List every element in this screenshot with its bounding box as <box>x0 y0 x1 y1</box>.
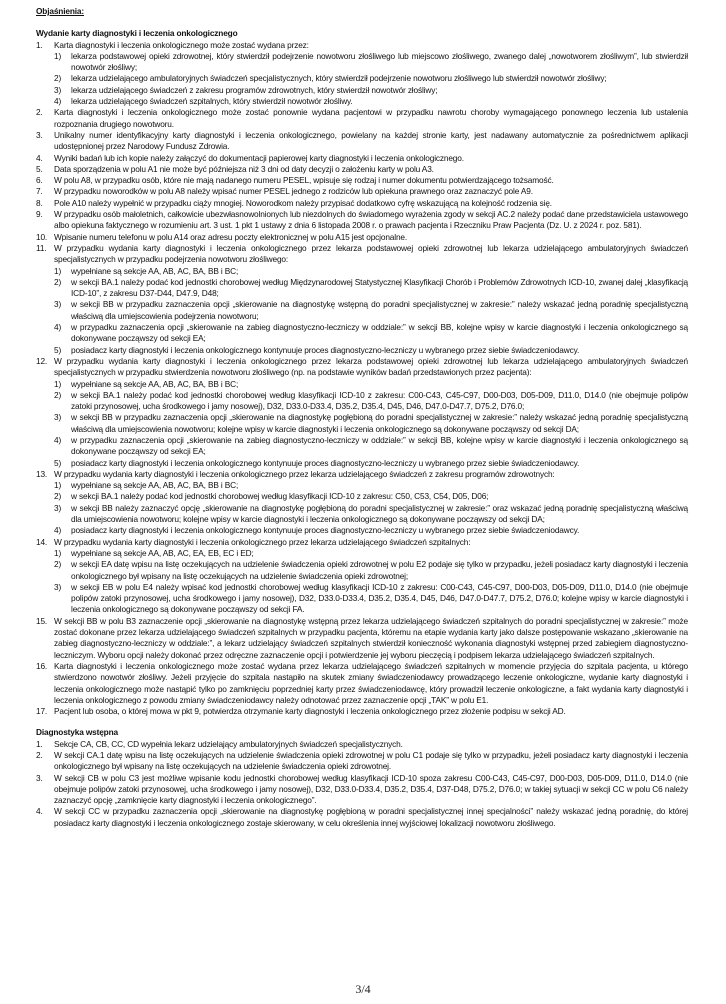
sub-list-item <box>54 559 688 582</box>
list-item <box>36 739 688 750</box>
list-item-text: W przypadku wydania karty diagnostyki i leczenia onkologicznego przez lekarza udzielającego świadczeń z zakresu programów zdrowotnych: <box>54 468 555 479</box>
sub-list-item-number: 4) <box>54 322 62 333</box>
sub-list-item <box>54 435 688 458</box>
sub-list-item-number: 3) <box>54 299 62 310</box>
sub-list-item-text: wypełniane są sekcje AA, AB, AC, EA, EB, EC i ED; <box>71 547 254 558</box>
list-item <box>36 209 688 232</box>
sub-list-item-number: 5) <box>54 344 62 355</box>
sub-list-item-text: w sekcji BB należy zaznaczyć opcję „skierowanie na diagnostykę pogłębioną do poradni specjalistycznej w zakresie:” oraz wskazać jedną poradnię specjalistyczną właściwą dla umiejscowienia nowotworu; kolejne wpisy w karcie diagnostyki i leczenia onkologicznego są dokonywane począwszy od sekcji DA; <box>71 502 688 525</box>
list-item-text: Data sporządzenia w polu A1 nie może być późniejsza niż 3 dni od daty decyzji o założeniu karty w polu A3. <box>54 163 434 174</box>
sub-list-item <box>54 390 688 413</box>
sub-list-item-text: wypełniane są sekcje AA, AB, AC, BA, BB i BC; <box>71 480 239 491</box>
sub-list-item-number: 3) <box>54 502 62 513</box>
list-item-number: 1. <box>36 738 43 749</box>
sub-list-item <box>54 412 688 435</box>
list-item-text: W sekcji CC w przypadku zaznaczenia opcji „skierowanie na diagnostykę pogłębioną w poradni specjalistycznej innej specjalności” należy wskazać jedną poradnię, do której posiadacz karty diagnostyki i leczenia onkologicznego zostaje skierowany, w celu określenia innej wyjściowej lokalizacji nowotworu złośliwego. <box>54 806 688 828</box>
sub-list-item <box>54 277 688 300</box>
list-item <box>36 806 688 829</box>
sub-list-item <box>54 458 688 469</box>
list-item-number: 3. <box>36 129 43 140</box>
sub-list-item-number: 4) <box>54 434 62 445</box>
sub-list-item <box>54 322 688 345</box>
list-item-text: W przypadku osób małoletnich, całkowicie ubezwłasnowolnionych lub niezdolnych do świadomego wyrażenia zgody w sekcji AC.2 należy podać dane przedstawiciela ustawowego albo opiekuna faktycznego w rozumieniu art. 3 ust. 1 pkt 1 ustawy z dnia 6 listopada 2008 r. o prawach pacjenta i Rzeczniku Praw Pacjenta (Dz. U. z 2024 r. poz. 581). <box>54 209 688 231</box>
sub-list-item-number: 2) <box>54 491 62 502</box>
list-item-number: 16. <box>36 660 48 671</box>
list-item <box>36 153 688 164</box>
list-item-text: Pole A10 należy wypełnić w przypadku ciąży mnogiej. Noworodkom należy przypisać dodatkowo cyfrę wskazującą na kolejność rodzenia się. <box>54 197 552 208</box>
sub-list-item <box>54 73 688 84</box>
sub-list <box>54 51 688 107</box>
page-number: 3/4 <box>355 982 371 996</box>
sub-list-item-text: wypełniane są sekcje AA, AB, AC, BA, BB i BC; <box>71 265 239 276</box>
sub-list-item <box>54 299 688 322</box>
page-title: Objaśnienia: <box>36 6 84 16</box>
list-item-number: 8. <box>36 197 43 208</box>
list-item <box>36 661 688 706</box>
list-item-text: Sekcje CA, CB, CC, CD wypełnia lekarz udzielający ambulatoryjnych świadczeń specjalistycznych. <box>54 738 403 749</box>
sub-list-item-number: 1) <box>54 378 62 389</box>
list-item-number: 14. <box>36 536 48 547</box>
list-item-number: 4. <box>36 806 43 817</box>
sub-list <box>54 548 688 616</box>
list-item-text: Pacjent lub osoba, o której mowa w pkt 9, potwierdza otrzymanie karty diagnostyki i leczenia onkologicznego przez złożenie podpisu w sekcji AD. <box>54 706 566 717</box>
sub-list <box>54 266 688 356</box>
list-item-text: Karta diagnostyki i leczenia onkologicznego może zostać ponownie wydana pacjentowi w przypadku nawrotu choroby wymagającego ponownego leczenia lub ustalenia rozpoznania drugiego nowotworu. <box>54 107 688 129</box>
sub-list-item-text: w sekcji BA.1 należy podać kod jednostki chorobowej według klasyfikacji ICD-10 z zakresu: C00-C43, C45-C97, D00-D03, D05-D09, D11.0, D14.0 (nie obejmuje polipów zatoki przynosowej, ucha środkowego i jamy nosowej), D32, D33.0-D33.4, D35.2, D35.4, D45, D46, D47.0-D47.7, D75.2, D76.0; <box>71 389 688 412</box>
sub-list-item-number: 4) <box>54 96 62 107</box>
section-heading: Wydanie karty diagnostyki i leczenia onkologicznego <box>36 28 238 39</box>
list-item-number: 4. <box>36 152 43 163</box>
sub-list-item <box>54 582 688 616</box>
list-item-text: Karta diagnostyki i leczenia onkologicznego może zostać wydana przez lekarza udzielającego świadczeń szpitalnych w momencie przyjęcia do szpitala pacjenta, u którego stwierdzono nowotwór złośliwy. Jeżeli przyjęcie do szpitala nastąpiło na skutek zmiany świadczeniodawcy prowadzącego leczenie onkologiczne, wydanie karty diagnostyki i leczenia onkologicznego może nastąpić tylko po zamknięciu poprzedniej karty przez świadczeniodawcę, który prowadził leczenie onkologiczne, a fakt wydania karty diagnostyki i leczenia onkologicznego z powodu zmiany świadczeniodawcy należy odnotować przez zaznaczenie opcji „TAK” w polu E1. <box>54 660 688 705</box>
sub-list-item-text: w sekcji BB w przypadku zaznaczenia opcji „skierowanie na diagnostykę wstępną do poradni specjalistycznej w zakresie:” należy wskazać jedną poradnię specjalistyczną właściwą dla umiejscowienia podejrzenia nowotworu; <box>71 299 688 321</box>
list-item-number: 2. <box>36 107 43 118</box>
list-item-number: 6. <box>36 175 43 186</box>
sub-list-item-text: posiadacz karty diagnostyki i leczenia onkologicznego kontynuuje proces diagnostyczno-leczniczy u wybranego przez siebie świadczeniodawcy. <box>71 457 580 468</box>
sub-list-item-text: lekarza udzielającego świadczeń z zakresu programów zdrowotnych, który stwierdził nowotwór złośliwy; <box>71 84 438 95</box>
document-page <box>36 6 688 829</box>
list-item <box>36 107 688 130</box>
sub-list-item-text: w przypadku zaznaczenia opcji „skierowanie na zabieg diagnostyczno-leczniczy w oddziale:” w sekcji BB, kolejne wpisy w karcie diagnostyki i leczenia onkologicznego są dokonywane począwszy od sekcji EA; <box>71 322 688 344</box>
list-item-number: 15. <box>36 615 48 626</box>
sub-list-item <box>54 345 688 356</box>
sub-list-item-number: 1) <box>54 547 62 558</box>
sub-list-item <box>54 491 688 502</box>
list-item <box>36 175 688 186</box>
list-item-number: 12. <box>36 355 48 366</box>
list-item <box>36 186 688 197</box>
sub-list-item-text: w przypadku zaznaczenia opcji „skierowanie na zabieg diagnostyczno-leczniczy w oddziale:” w sekcji BB, kolejne wpisy w karcie diagnostyki i leczenia onkologicznego są dokonywane począwszy od sekcji EA; <box>71 434 688 457</box>
list-item-text: W sekcji CB w polu C3 jest możliwe wpisanie kodu jednostki chorobowej według klasyfikacji ICD-10 spoza zakresu C00-C43, C45-C97, D00-D03, D05-D09, D11.0, D14.0 (nie obejmuje polipów zatoki przynosowej, ucha środkowego i jamy nosowej), D32, D33.0-D33.4, D35.2, D35.4, D37-D48, D75.2, D76.0; w takiej sytuacji w sekcji CC w polu C6 należy zaznaczyć opcję „zamknięcie karty diagnostyki i leczenia onkologicznego”. <box>54 772 688 806</box>
numbered-list <box>36 40 688 718</box>
sub-list-item-text: posiadacz karty diagnostyki i leczenia onkologicznego kontynuuje proces diagnostyczno-leczniczy u wybranego przez siebie świadczeniodawcy. <box>71 525 580 536</box>
sub-list-item <box>54 548 688 559</box>
list-item <box>36 616 688 661</box>
list-item-number: 11. <box>36 242 47 253</box>
sub-list-item-text: w sekcji EB w polu E4 należy wpisać kod jednostki chorobowej według klasyfikacji ICD-10 z zakresu: C00-C43, C45-C97, D00-D03, D05-D09, D11.0, D14.0 (nie obejmuje polipów zatoki przynosowej, ucha środkowego i jamy nosowej), D32, D33.0-D33.4, D35.2, D35.4, D45, D46, D47.0-D47.7, D75.2, D76.0; kolejne wpisy w karcie diagnostyki i leczenia onkologicznego są dokonywane począwszy od sekcji FA. <box>71 581 688 615</box>
numbered-list <box>36 739 688 829</box>
sections-container <box>36 28 688 829</box>
sub-list-item-text: wypełniane są sekcje AA, AB, AC, BA, BB i BC; <box>71 378 239 389</box>
list-item <box>36 773 688 807</box>
list-item-number: 13. <box>36 468 48 479</box>
sub-list-item-number: 2) <box>54 73 62 84</box>
sub-list-item-number: 1) <box>54 265 62 276</box>
list-item <box>36 164 688 175</box>
list-item <box>36 469 688 537</box>
sub-list <box>54 379 688 469</box>
sub-list-item-number: 5) <box>54 457 62 468</box>
list-item-number: 17. <box>36 706 48 717</box>
list-item-text: W przypadku wydania karty diagnostyki i leczenia onkologicznego przez lekarza podstawowej opieki zdrowotnej lub lekarza udzielającego ambulatoryjnych świadczeń specjalistycznych w przypadku stwierdzenia nowotworu złośliwego (np. na podstawie wyników badań przedstawionych przez pacjenta): <box>54 355 688 378</box>
list-item-text: Karta diagnostyki i leczenia onkologicznego może zostać wydana przez: <box>54 39 309 50</box>
sub-list-item <box>54 85 688 96</box>
sub-list-item-text: lekarza podstawowej opieki zdrowotnej, który stwierdził podejrzenie nowotworu złośliwego lub miejscowo złośliwego, zwanego dalej „nowotworem złośliwym”, lub stwierdził nowotwór złośliwy; <box>71 50 688 73</box>
sub-list-item-text: lekarza udzielającego ambulatoryjnych świadczeń specjalistycznych, który stwierdził podejrzenie nowotworu złośliwego lub stwierdził nowotwór złośliwy; <box>71 73 607 84</box>
list-item-text: W sekcji BB w polu B3 zaznaczenie opcji „skierowanie na diagnostykę wstępną przez lekarza udzielającego świadczeń szpitalnych do poradni specjalistycznej w zakresie:” może zostać dokonane przez lekarza udzielającego świadczeń szpitalnych w przypadku pacjenta, któremu na etapie wydania karty jako dalsze postępowanie wskazano „skierowanie na zabieg diagnostyczno-leczniczy w oddziale:”, a lekarz udzielający świadczeń szpitalnych stwierdził konieczność wykonania diagnostyki wstępnej przed zabiegiem diagnostyczno-leczniczym. Wyboru opcji należy dokonać przez odręczne zaznaczenie opcji i potwierdzenie jej wyboru pieczęcią i podpisem lekarza udzielającego świadczeń szpitalnych. <box>54 615 688 660</box>
sub-list-item-number: 2) <box>54 276 62 287</box>
list-item-number: 9. <box>36 209 43 220</box>
list-item-number: 1. <box>36 39 43 50</box>
sub-list-item-text: w sekcji EA datę wpisu na listę oczekujących na udzielenie świadczenia opieki zdrowotnej w polu E2 podaje się tylko w przypadku, jeżeli posiadacz karty diagnostyki i leczenia onkologicznego był wpisany na listę oczekujących na udzielenie świadczenia opieki zdrowotnej; <box>71 559 688 581</box>
list-item <box>36 356 688 469</box>
sub-list-item <box>54 96 688 107</box>
list-item-number: 10. <box>36 231 48 242</box>
sub-list-item <box>54 379 688 390</box>
sub-list-item-text: w sekcji BB w przypadku zaznaczenia opcji „skierowanie na diagnostykę pogłębioną do poradni specjalistycznej w zakresie:” należy wskazać jedną poradnię specjalistyczną właściwą dla umiejscowienia nowotworu; kolejne wpisy w karcie diagnostyki i leczenia onkologicznego są dokonywane począwszy od sekcji DA; <box>71 412 688 434</box>
list-item-text: W przypadku wydania karty diagnostyki i leczenia onkologicznego przez lekarza podstawowej opieki zdrowotnej lub lekarza udzielającego ambulatoryjnych świadczeń specjalistycznych w przypadku podejrzenia nowotworu złośliwego: <box>54 242 688 265</box>
list-item-number: 3. <box>36 772 43 783</box>
sub-list-item-number: 2) <box>54 389 62 400</box>
list-item-text: W polu A8, w przypadku osób, które nie mają nadanego numeru PESEL, wpisuje się rodzaj i numer dokumentu potwierdzającego tożsamość. <box>54 175 554 186</box>
list-item-text: W przypadku wydania karty diagnostyki i leczenia onkologicznego przez lekarza udzielającego świadczeń szpitalnych: <box>54 536 471 547</box>
sub-list-item-number: 2) <box>54 559 62 570</box>
sub-list <box>54 480 688 536</box>
sub-list-item-text: w sekcji BA.1 należy podać kod jednostki chorobowej według klasyfikacji ICD-10 z zakresu: C50, C53, C54, D05, D06; <box>71 491 489 502</box>
list-item <box>36 198 688 209</box>
sub-list-item-text: w sekcji BA.1 należy podać kod jednostki chorobowej według Międzynarodowej Statystycznej Klasyfikacji Chorób i Problemów Zdrowotnych ICD-10, zwanej dalej „klasyfikacją ICD-10”, z zakresu D37-D44, D47.9, D48; <box>71 276 688 299</box>
list-item <box>36 130 688 153</box>
sub-list-item-number: 1) <box>54 480 62 491</box>
list-item-number: 2. <box>36 750 43 760</box>
list-item <box>36 537 688 616</box>
list-item-number: 7. <box>36 186 43 197</box>
list-item <box>36 706 688 717</box>
list-item <box>36 40 688 108</box>
list-item-text: W przypadku noworodków w polu A8 należy wpisać numer PESEL jednego z rodziców lub opiekuna prawnego oraz zaznaczyć pole A9. <box>54 186 533 197</box>
sub-list-item-number: 3) <box>54 84 62 95</box>
list-item-text: Unikalny numer identyfikacyjny karty diagnostyki i leczenia onkologicznego, powielany na każdej stronie karty, jest nadawany automatycznie za pośrednictwem aplikacji udostępnionej przez Narodowy Fundusz Zdrowia. <box>54 129 688 152</box>
list-item-number: 5. <box>36 163 43 174</box>
list-item-text: Wpisanie numeru telefonu w polu A14 oraz adresu poczty elektronicznej w polu A15 jest opcjonalne. <box>54 231 408 242</box>
sub-list-item <box>54 503 688 526</box>
list-item <box>36 750 688 773</box>
sub-list-item <box>54 525 688 536</box>
sub-list-item-number: 4) <box>54 525 62 536</box>
list-item <box>36 243 688 356</box>
list-item-text: Wyniki badań lub ich kopie należy załączyć do dokumentacji papierowej karty diagnostyki i leczenia onkologicznego. <box>54 152 464 163</box>
sub-list-item <box>54 51 688 74</box>
list-item-text: W sekcji CA.1 datę wpisu na listę oczekujących na udzielenie świadczenia opieki zdrowotnej w polu C1 podaje się tylko w przypadku, jeżeli posiadacz karty diagnostyki i leczenia onkologicznego był wpisany na listę oczekujących na udzielenie świadczenia opieki zdrowotnej. <box>54 750 688 772</box>
sub-list-item-number: 3) <box>54 581 62 592</box>
sub-list-item-text: lekarza udzielającego świadczeń szpitalnych, który stwierdził nowotwór złośliwy. <box>71 96 353 107</box>
list-item <box>36 232 688 243</box>
sub-list-item <box>54 266 688 277</box>
sub-list-item <box>54 480 688 491</box>
sub-list-item-number: 1) <box>54 50 62 61</box>
section-heading: Diagnostyka wstępna <box>36 727 118 738</box>
sub-list-item-number: 3) <box>54 412 62 423</box>
sub-list-item-text: posiadacz karty diagnostyki i leczenia onkologicznego kontynuuje proces diagnostyczno-leczniczy u wybranego przez siebie świadczeniodawcy. <box>71 344 580 355</box>
